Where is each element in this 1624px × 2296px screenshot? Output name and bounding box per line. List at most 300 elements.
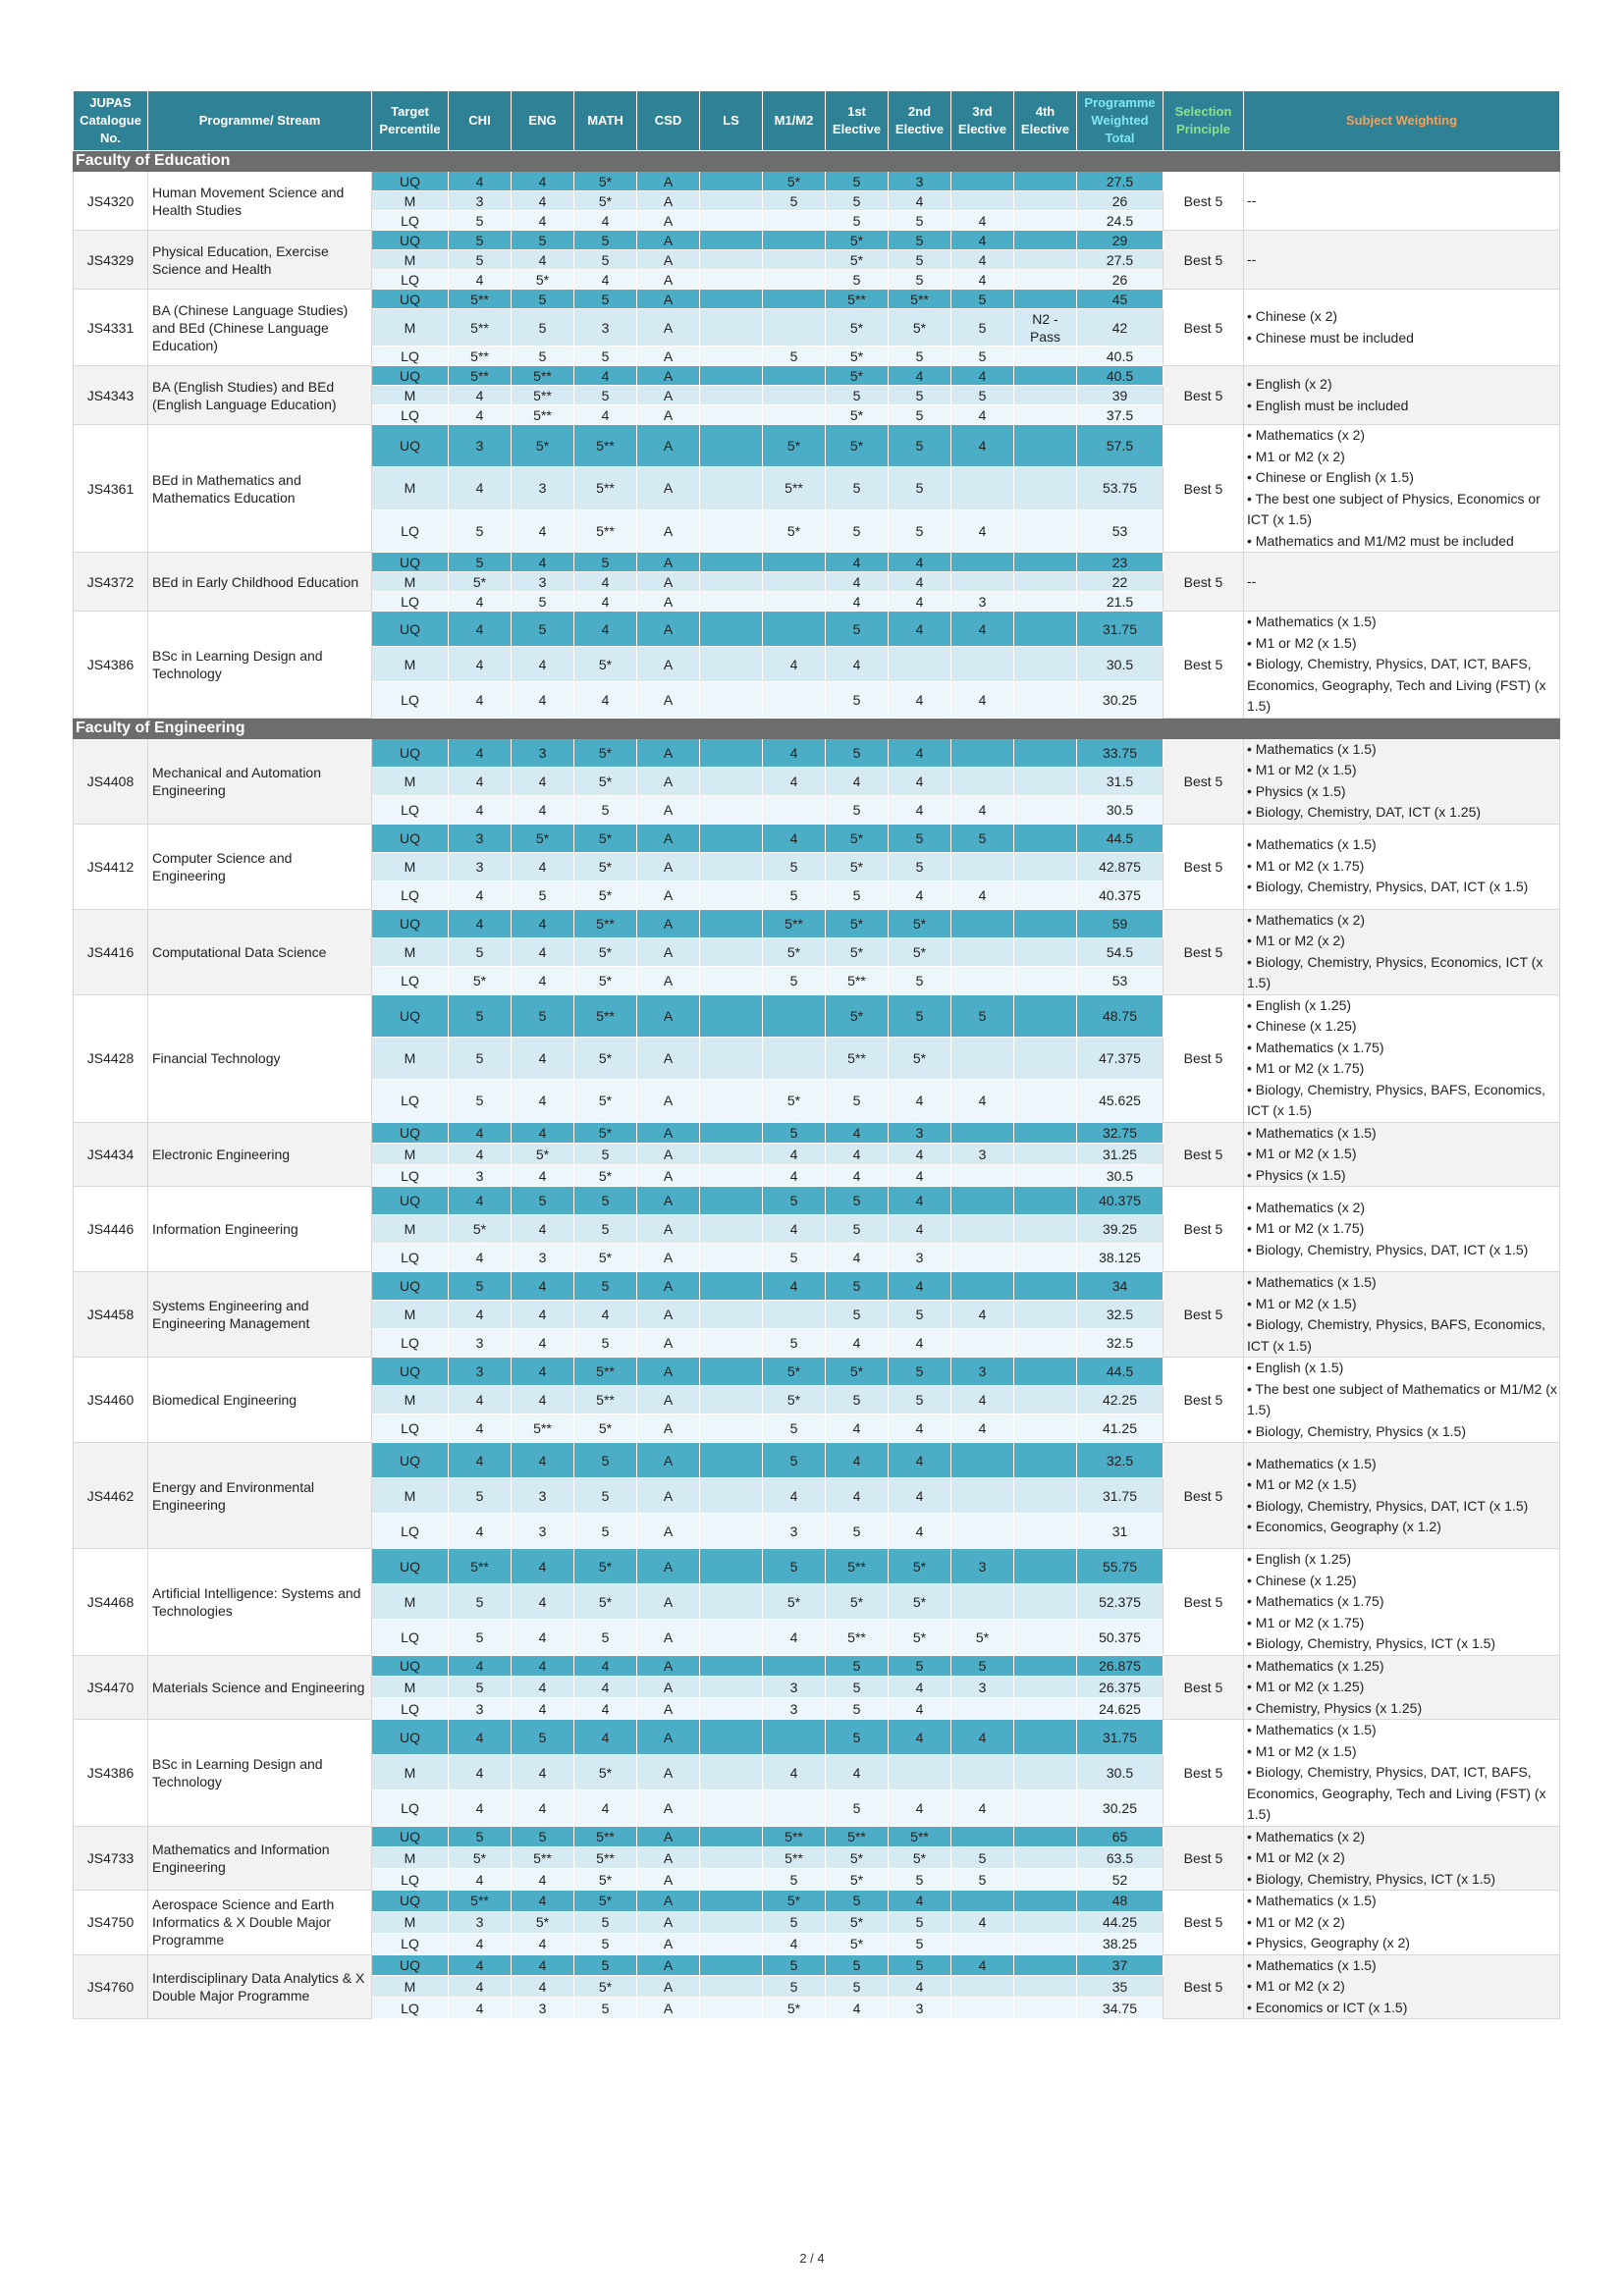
- bullet-glyph: •: [1247, 762, 1256, 777]
- cell-elective-4: [1014, 1301, 1077, 1329]
- weighting-line: [1247, 1240, 1557, 1261]
- cell-csd: A: [637, 647, 700, 682]
- cell-math: 5: [574, 1478, 637, 1514]
- cell-weighted-total: 44.25: [1077, 1911, 1164, 1933]
- cell-target: UQ: [372, 1954, 449, 1976]
- cell-elective-3: [951, 1244, 1014, 1272]
- cell-elective-3: [951, 1933, 1014, 1954]
- cell-ls: [700, 881, 763, 909]
- cell-elective-3: [951, 852, 1014, 881]
- weighting-line: [1247, 531, 1557, 553]
- cell-csd: A: [637, 250, 700, 270]
- cell-weighted-total: 40.5: [1077, 347, 1164, 366]
- cell-elective-4: [1014, 1847, 1077, 1869]
- cell-elective-4: [1014, 290, 1077, 309]
- weighting-line: [1247, 571, 1557, 593]
- cell-elective-2: 4: [889, 1677, 951, 1698]
- cell-m1m2: [763, 231, 826, 250]
- cell-elective-2: 5: [889, 1954, 951, 1976]
- cell-m1m2: 5: [763, 1549, 826, 1584]
- cell-target: M: [372, 572, 449, 592]
- cell-elective-4: [1014, 191, 1077, 211]
- cell-chi: 4: [449, 767, 512, 795]
- weighting-line: [1247, 1720, 1557, 1741]
- cell-eng: 4: [512, 1443, 574, 1478]
- programme-name: Mathematics and Information Engineering: [148, 1826, 372, 1891]
- weighting-text: M1 or M2 (x 1.5): [1255, 1742, 1357, 1759]
- weighting-text: Mathematics (x 1.5): [1255, 1893, 1377, 1908]
- cell-elective-2: 5: [889, 509, 951, 552]
- cell-math: 5: [574, 1998, 637, 2019]
- programme-code: JS4760: [74, 1954, 148, 2019]
- cell-math: 5: [574, 250, 637, 270]
- cell-m1m2: [763, 270, 826, 290]
- programme-name: Computational Data Science: [148, 909, 372, 994]
- cell-chi: 4: [449, 1443, 512, 1478]
- cell-math: 5: [574, 1514, 637, 1549]
- cell-elective-4: [1014, 425, 1077, 467]
- programme-name: Electronic Engineering: [148, 1122, 372, 1187]
- subject-weighting: [1244, 366, 1560, 425]
- weighting-line: [1247, 1080, 1557, 1122]
- bullet-glyph: •: [1247, 329, 1256, 346]
- cell-csd: A: [637, 366, 700, 386]
- cell-ls: [700, 1826, 763, 1847]
- cell-math: 5**: [574, 1847, 637, 1869]
- programme-row: [74, 172, 1560, 191]
- cell-chi: 3: [449, 824, 512, 852]
- cell-elective-4: [1014, 405, 1077, 425]
- cell-chi: 5: [449, 1620, 512, 1655]
- cell-chi: 4: [449, 1755, 512, 1790]
- weighting-line: [1247, 190, 1557, 212]
- programme-name: Materials Science and Engineering: [148, 1655, 372, 1720]
- cell-math: 5: [574, 290, 637, 309]
- cell-ls: [700, 553, 763, 572]
- cell-elective-1: 5: [826, 386, 889, 405]
- cell-elective-4: [1014, 1826, 1077, 1847]
- bullet-glyph: •: [1247, 1913, 1256, 1930]
- weighting-line: [1247, 1058, 1557, 1080]
- cell-elective-2: 5: [889, 852, 951, 881]
- cell-elective-2: 5: [889, 231, 951, 250]
- programme-code: JS4460: [74, 1358, 148, 1443]
- programme-name: Artificial Intelligence: Systems and Technologies: [148, 1549, 372, 1656]
- cell-ls: [700, 572, 763, 592]
- cell-elective-4: [1014, 1514, 1077, 1549]
- weighting-line: [1247, 1358, 1557, 1379]
- programme-row: [74, 1272, 1560, 1301]
- cell-elective-1: 5*: [826, 824, 889, 852]
- cell-csd: A: [637, 347, 700, 366]
- cell-m1m2: [763, 290, 826, 309]
- cell-elective-3: 4: [951, 682, 1014, 718]
- cell-math: 5: [574, 1954, 637, 1976]
- cell-target: LQ: [372, 1080, 449, 1122]
- cell-elective-3: 4: [951, 881, 1014, 909]
- cell-eng: 4: [512, 1037, 574, 1079]
- cell-elective-1: 5: [826, 1720, 889, 1755]
- bullet-glyph: •: [1247, 782, 1256, 799]
- cell-eng: 4: [512, 553, 574, 572]
- cell-elective-1: 5**: [826, 290, 889, 309]
- cell-math: 5: [574, 795, 637, 824]
- cell-eng: 5**: [512, 366, 574, 386]
- weighting-text: Chinese (x 2): [1255, 308, 1338, 324]
- cell-chi: 4: [449, 1976, 512, 1998]
- cell-chi: 3: [449, 1911, 512, 1933]
- weighting-text: Mathematics (x 1.5): [1255, 1274, 1377, 1290]
- cell-ls: [700, 1584, 763, 1620]
- weighting-text: Physics (x 1.5): [1255, 782, 1346, 799]
- weighting-line: [1247, 781, 1557, 803]
- cell-elective-2: 5: [889, 1911, 951, 1933]
- cell-chi: 5**: [449, 1891, 512, 1912]
- cell-ls: [700, 824, 763, 852]
- cell-chi: 5: [449, 1080, 512, 1122]
- weighting-text: M1 or M2 (x 1.75): [1255, 1614, 1365, 1630]
- cell-elective-3: 3: [951, 1549, 1014, 1584]
- cell-chi: 5: [449, 1584, 512, 1620]
- cell-m1m2: [763, 1655, 826, 1677]
- cell-eng: 4: [512, 937, 574, 966]
- cell-math: 5: [574, 1329, 637, 1358]
- weighting-text: Biology, Chemistry, Physics, ICT (x 1.5): [1255, 1870, 1496, 1887]
- bullet-glyph: •: [1247, 1572, 1256, 1588]
- cell-eng: 5: [512, 881, 574, 909]
- cell-elective-3: [951, 937, 1014, 966]
- weighting-line: [1247, 654, 1557, 718]
- bullet-glyph: •: [1247, 911, 1256, 928]
- cell-target: LQ: [372, 1514, 449, 1549]
- cell-m1m2: [763, 386, 826, 405]
- bullet-glyph: •: [1247, 879, 1256, 895]
- cell-target: M: [372, 467, 449, 509]
- cell-elective-1: 5: [826, 270, 889, 290]
- cell-eng: 4: [512, 211, 574, 231]
- cell-math: 5: [574, 386, 637, 405]
- cell-elective-1: 5*: [826, 1847, 889, 1869]
- cell-elective-4: [1014, 767, 1077, 795]
- cell-m1m2: 5: [763, 1869, 826, 1891]
- cell-csd: A: [637, 966, 700, 994]
- header-ls: LS: [700, 91, 763, 151]
- programme-code: JS4343: [74, 366, 148, 425]
- cell-elective-1: 5: [826, 795, 889, 824]
- cell-m1m2: [763, 1720, 826, 1755]
- cell-math: 5: [574, 347, 637, 366]
- cell-elective-3: 5: [951, 1847, 1014, 1869]
- programme-row: [74, 1655, 1560, 1677]
- cell-weighted-total: 38.25: [1077, 1933, 1164, 1954]
- weighting-line: [1247, 396, 1557, 417]
- cell-elective-3: 4: [951, 211, 1014, 231]
- cell-math: 5: [574, 1933, 637, 1954]
- weighting-text: --: [1247, 572, 1257, 589]
- cell-elective-3: [951, 1891, 1014, 1912]
- weighting-text: The best one subject of Mathematics or M1/M2 (x 1.5): [1247, 1380, 1557, 1417]
- cell-elective-4: [1014, 270, 1077, 290]
- programme-name: BSc in Learning Design and Technology: [148, 1720, 372, 1827]
- cell-weighted-total: 54.5: [1077, 937, 1164, 966]
- selection-principle: Best 5: [1164, 172, 1244, 231]
- bullet-glyph: •: [1247, 1893, 1256, 1908]
- cell-m1m2: 5**: [763, 467, 826, 509]
- section-title: Faculty of Engineering: [74, 718, 1560, 738]
- cell-elective-4: [1014, 738, 1077, 767]
- cell-eng: 4: [512, 172, 574, 191]
- cell-chi: 5**: [449, 366, 512, 386]
- cell-elective-2: 5*: [889, 1584, 951, 1620]
- cell-chi: 5**: [449, 1549, 512, 1584]
- cell-csd: A: [637, 1358, 700, 1386]
- cell-math: 5*: [574, 881, 637, 909]
- cell-eng: 4: [512, 250, 574, 270]
- cell-elective-4: [1014, 1144, 1077, 1165]
- programme-name: Biomedical Engineering: [148, 1358, 372, 1443]
- cell-elective-3: 5: [951, 1869, 1014, 1891]
- programme-code: JS4372: [74, 553, 148, 612]
- cell-elective-1: 5: [826, 881, 889, 909]
- cell-elective-4: [1014, 909, 1077, 937]
- weighting-line: [1247, 739, 1557, 761]
- cell-weighted-total: 34: [1077, 1272, 1164, 1301]
- cell-target: LQ: [372, 347, 449, 366]
- weighting-line: [1247, 1847, 1557, 1869]
- cell-csd: A: [637, 231, 700, 250]
- cell-csd: A: [637, 1244, 700, 1272]
- cell-math: 4: [574, 592, 637, 612]
- cell-csd: A: [637, 738, 700, 767]
- cell-m1m2: 5*: [763, 1891, 826, 1912]
- cell-csd: A: [637, 612, 700, 647]
- cell-eng: 4: [512, 1677, 574, 1698]
- cell-m1m2: [763, 1301, 826, 1329]
- cell-elective-3: [951, 1165, 1014, 1187]
- weighting-text: Mathematics (x 1.5): [1255, 614, 1377, 629]
- cell-weighted-total: 53: [1077, 966, 1164, 994]
- cell-math: 5*: [574, 767, 637, 795]
- cell-m1m2: 4: [763, 1478, 826, 1514]
- cell-elective-2: 5: [889, 211, 951, 231]
- weighting-line: [1247, 1272, 1557, 1294]
- cell-target: LQ: [372, 682, 449, 718]
- bullet-glyph: •: [1247, 1870, 1256, 1887]
- cell-csd: A: [637, 1549, 700, 1584]
- bullet-glyph: •: [1247, 1039, 1256, 1055]
- cell-eng: 4: [512, 1698, 574, 1720]
- cell-target: LQ: [372, 1329, 449, 1358]
- selection-principle: Best 5: [1164, 824, 1244, 909]
- cell-target: M: [372, 250, 449, 270]
- cell-elective-2: 4: [889, 1272, 951, 1301]
- cell-elective-4: [1014, 1443, 1077, 1478]
- table-body: [74, 151, 1560, 2019]
- programme-row: [74, 425, 1560, 467]
- subject-weighting: [1244, 1891, 1560, 1955]
- cell-target: UQ: [372, 1272, 449, 1301]
- bullet-glyph: •: [1247, 1614, 1256, 1630]
- weighting-line: [1247, 425, 1557, 447]
- cell-math: 5: [574, 1443, 637, 1478]
- header-weighted-total: Programme Weighted Total: [1077, 91, 1164, 151]
- cell-elective-3: [951, 1329, 1014, 1358]
- cell-m1m2: 5: [763, 1244, 826, 1272]
- cell-csd: A: [637, 1755, 700, 1790]
- cell-elective-1: 5*: [826, 994, 889, 1037]
- cell-chi: 4: [449, 386, 512, 405]
- cell-elective-1: 5: [826, 509, 889, 552]
- weighting-text: Mathematics (x 1.5): [1255, 1455, 1377, 1471]
- weighting-text: The best one subject of Physics, Economics or ICT (x 1.5): [1247, 490, 1541, 527]
- cell-elective-2: [889, 1755, 951, 1790]
- cell-eng: 4: [512, 909, 574, 937]
- cell-eng: 5*: [512, 824, 574, 852]
- cell-m1m2: [763, 366, 826, 386]
- cell-elective-4: [1014, 386, 1077, 405]
- cell-m1m2: 5: [763, 347, 826, 366]
- cell-chi: 5*: [449, 1847, 512, 1869]
- cell-elective-1: 5: [826, 1187, 889, 1215]
- cell-csd: A: [637, 682, 700, 718]
- cell-elective-1: 5: [826, 191, 889, 211]
- cell-ls: [700, 1478, 763, 1514]
- cell-ls: [700, 366, 763, 386]
- cell-math: 4: [574, 1720, 637, 1755]
- cell-math: 4: [574, 612, 637, 647]
- cell-elective-3: 5: [951, 290, 1014, 309]
- cell-elective-2: 4: [889, 572, 951, 592]
- cell-weighted-total: 24.5: [1077, 211, 1164, 231]
- weighting-text: Biology, Chemistry, DAT, ICT (x 1.25): [1255, 804, 1482, 820]
- cell-chi: 4: [449, 1998, 512, 2019]
- cell-elective-3: 5: [951, 994, 1014, 1037]
- bullet-glyph: •: [1247, 1166, 1256, 1183]
- cell-math: 4: [574, 366, 637, 386]
- cell-m1m2: 3: [763, 1698, 826, 1720]
- cell-target: M: [372, 309, 449, 347]
- cell-elective-3: 4: [951, 425, 1014, 467]
- cell-elective-2: 5: [889, 386, 951, 405]
- cell-chi: 3: [449, 1329, 512, 1358]
- cell-eng: 5: [512, 612, 574, 647]
- subject-weighting: [1244, 1187, 1560, 1272]
- weighting-line: [1247, 306, 1557, 328]
- header-selection-principle: Selection Principle: [1164, 91, 1244, 151]
- cell-csd: A: [637, 191, 700, 211]
- cell-math: 4: [574, 270, 637, 290]
- weighting-line: [1247, 1613, 1557, 1634]
- bullet-glyph: •: [1247, 490, 1256, 507]
- cell-weighted-total: 31.75: [1077, 1478, 1164, 1514]
- cell-target: M: [372, 386, 449, 405]
- header-subject-weighting: Subject Weighting: [1244, 91, 1560, 151]
- cell-math: 4: [574, 1790, 637, 1826]
- cell-math: 4: [574, 405, 637, 425]
- weighting-text: M1 or M2 (x 1.5): [1255, 1295, 1357, 1311]
- programme-name: Energy and Environmental Engineering: [148, 1443, 372, 1549]
- selection-principle: Best 5: [1164, 1549, 1244, 1656]
- weighting-line: [1247, 633, 1557, 655]
- selection-principle: Best 5: [1164, 1187, 1244, 1272]
- cell-chi: 3: [449, 425, 512, 467]
- header-eng: ENG: [512, 91, 574, 151]
- cell-chi: 4: [449, 1415, 512, 1443]
- selection-principle: Best 5: [1164, 290, 1244, 366]
- bullet-glyph: •: [1247, 634, 1256, 651]
- cell-csd: A: [637, 1301, 700, 1329]
- cell-ls: [700, 1869, 763, 1891]
- cell-eng: 5: [512, 1720, 574, 1755]
- weighting-text: M1 or M2 (x 1.5): [1255, 634, 1357, 651]
- cell-csd: A: [637, 1954, 700, 1976]
- cell-chi: 4: [449, 682, 512, 718]
- cell-elective-2: 4: [889, 1165, 951, 1187]
- cell-elective-2: 5**: [889, 290, 951, 309]
- weighting-text: Economics, Geography (x 1.2): [1255, 1519, 1441, 1534]
- subject-weighting: [1244, 1358, 1560, 1443]
- selection-principle: Best 5: [1164, 231, 1244, 290]
- programme-code: JS4361: [74, 425, 148, 553]
- cell-m1m2: 5**: [763, 1826, 826, 1847]
- subject-weighting: [1244, 290, 1560, 366]
- cell-elective-3: 5: [951, 1655, 1014, 1677]
- cell-ls: [700, 1080, 763, 1122]
- weighting-line: [1247, 447, 1557, 468]
- cell-elective-4: [1014, 467, 1077, 509]
- cell-weighted-total: 53: [1077, 509, 1164, 552]
- weighting-line: [1247, 489, 1557, 531]
- cell-ls: [700, 467, 763, 509]
- weighting-line: [1247, 1496, 1557, 1518]
- cell-chi: 4: [449, 795, 512, 824]
- cell-weighted-total: 40.375: [1077, 1187, 1164, 1215]
- bullet-glyph: •: [1247, 1422, 1256, 1439]
- cell-weighted-total: 44.5: [1077, 1358, 1164, 1386]
- subject-weighting: [1244, 1549, 1560, 1656]
- cell-elective-3: [951, 909, 1014, 937]
- cell-math: 5*: [574, 937, 637, 966]
- cell-elective-3: [951, 1443, 1014, 1478]
- weighting-line: [1247, 1454, 1557, 1475]
- cell-chi: 3: [449, 1698, 512, 1720]
- weighting-text: Economics or ICT (x 1.5): [1255, 1999, 1408, 2015]
- cell-m1m2: 4: [763, 1272, 826, 1301]
- cell-elective-2: 4: [889, 1443, 951, 1478]
- cell-elective-1: 4: [826, 1415, 889, 1443]
- cell-chi: 4: [449, 1514, 512, 1549]
- subject-weighting: [1244, 1272, 1560, 1358]
- cell-weighted-total: 31.75: [1077, 612, 1164, 647]
- cell-target: M: [372, 852, 449, 881]
- bullet-glyph: •: [1247, 1146, 1256, 1161]
- cell-chi: 4: [449, 1869, 512, 1891]
- cell-ls: [700, 1187, 763, 1215]
- cell-elective-1: 4: [826, 1998, 889, 2019]
- cell-csd: A: [637, 1911, 700, 1933]
- subject-weighting: [1244, 612, 1560, 719]
- programme-name: BEd in Early Childhood Education: [148, 553, 372, 612]
- cell-elective-3: [951, 1998, 1014, 2019]
- weighting-line: [1247, 856, 1557, 878]
- cell-elective-1: 5: [826, 1301, 889, 1329]
- weighting-text: Biology, Chemistry, Physics, DAT, ICT (x 1.5): [1255, 1497, 1529, 1514]
- weighting-text: Chinese (x 1.25): [1255, 1018, 1357, 1034]
- cell-weighted-total: 30.5: [1077, 647, 1164, 682]
- cell-chi: 5: [449, 1037, 512, 1079]
- cell-m1m2: 4: [763, 767, 826, 795]
- weighting-text: --: [1247, 191, 1257, 208]
